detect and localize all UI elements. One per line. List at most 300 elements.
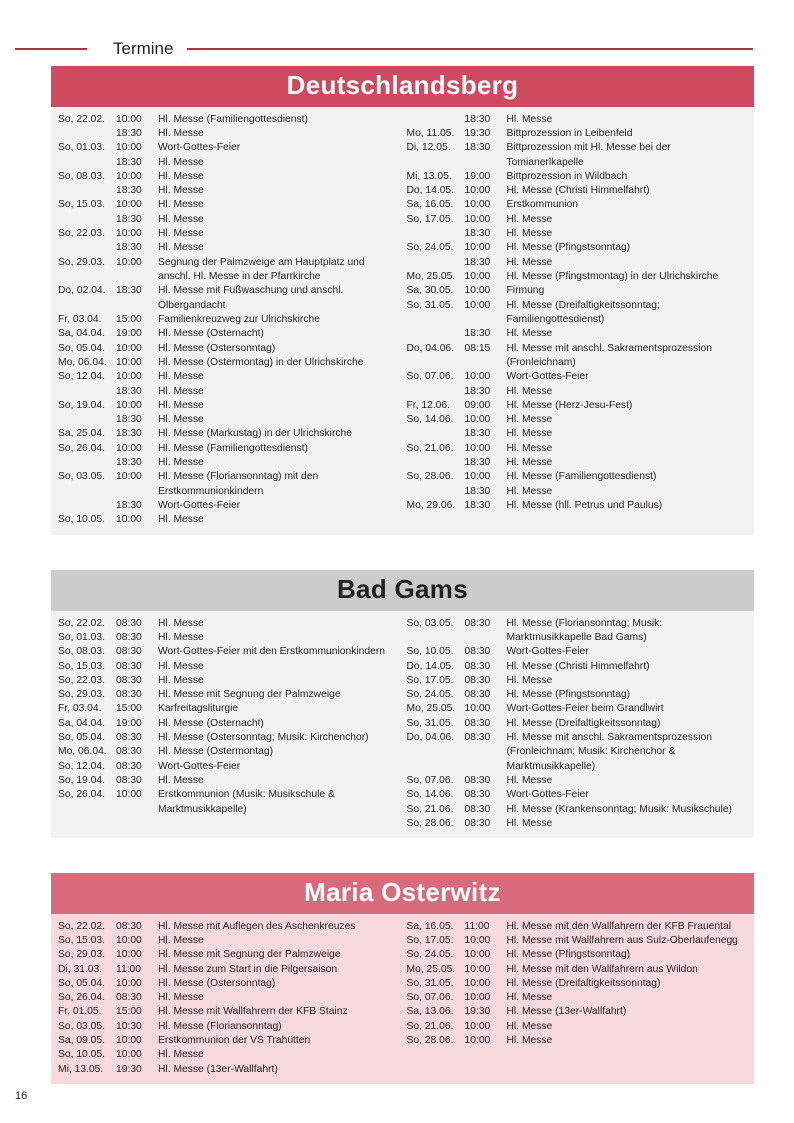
table-row <box>407 198 749 212</box>
entry-description: Hl. Messe <box>158 127 204 139</box>
table-row <box>407 413 749 427</box>
entry-description: Erstkommunion (Musik: Musikschule & Marktmusikkapelle) <box>158 789 335 815</box>
entry-date: So, 31.05. <box>406 717 454 729</box>
page-title: Termine <box>113 39 174 58</box>
entry-description: Hl. Messe (Osternacht) <box>158 328 264 340</box>
entry-date: So, 03.05. <box>406 617 454 629</box>
table-row <box>407 674 749 688</box>
entry-description: Wort-Gottes-Feier <box>506 646 589 658</box>
table-row <box>58 991 397 1005</box>
entry-description: Hl. Messe <box>506 213 553 225</box>
entry-date <box>58 156 116 170</box>
entry-date: Mi, 13.05. <box>406 170 452 182</box>
entry-date: So, 22.02. <box>58 920 105 932</box>
entry-time: 08:30 <box>116 920 142 932</box>
entry-date: So, 29.03. <box>58 689 105 701</box>
entry-description: Hl. Messe <box>158 674 204 686</box>
entry-description: Hl. Messe <box>506 385 553 397</box>
entry-description: Hl. Messe <box>158 934 204 946</box>
table-row <box>407 963 749 977</box>
entry-date: So, 22.02. <box>58 617 105 629</box>
entry-description: Hl. Messe (Familiengottesdienst) <box>506 471 657 483</box>
entry-date: Sa, 09.05. <box>58 1035 105 1047</box>
entry-date: So, 28.06. <box>406 471 454 483</box>
entry-date: Do, 04.06. <box>406 732 455 744</box>
table-row <box>58 745 397 759</box>
column-left <box>51 113 403 528</box>
entry-time: 10:00 <box>464 963 491 975</box>
entry-date <box>407 256 465 270</box>
entry-description: Hl. Messe (13er-Wallfahrt) <box>158 1063 278 1075</box>
table-row <box>407 977 749 991</box>
entry-date: Do, 02.04. <box>58 285 106 297</box>
entry-date: So, 15.03. <box>58 199 105 211</box>
entry-time: 11:00 <box>116 963 142 975</box>
entry-description: Hl. Messe (Familiengottesdienst) <box>158 442 308 454</box>
entry-description: Hl. Messe <box>158 242 204 254</box>
entry-description: Hl. Messe <box>158 414 204 426</box>
entry-time: 19:00 <box>116 717 142 729</box>
entry-date <box>58 456 116 470</box>
entry-description: Karfreitagsliturgie <box>158 703 239 715</box>
table-row <box>58 702 397 716</box>
entry-description: Hl. Messe <box>506 256 553 268</box>
table-row <box>58 385 397 399</box>
entry-date: Sa, 25.04. <box>58 428 105 440</box>
entries-table <box>407 617 749 832</box>
entry-time: 10:00 <box>116 256 142 268</box>
table-row <box>58 227 397 241</box>
entry-time: 18:30 <box>464 385 491 397</box>
table-row <box>407 399 749 413</box>
entry-date: So, 03.05. <box>58 471 105 483</box>
entries-table <box>407 113 749 514</box>
entry-description: Segnung der Palmzweige am Hauptplatz und anschl. Hl. Messe in der Pfarrkirche <box>158 256 365 283</box>
entries-table <box>58 920 397 1077</box>
entry-date <box>58 184 116 198</box>
entry-date: So, 22.02. <box>58 113 105 125</box>
table-row <box>58 470 397 499</box>
entry-description: Hl. Messe <box>158 371 204 383</box>
table-row <box>58 413 397 427</box>
entry-description: Hl. Messe <box>506 817 553 829</box>
entry-description: Hl. Messe <box>158 514 204 526</box>
table-row <box>407 342 749 371</box>
entry-description: Hl. Messe <box>506 113 553 125</box>
table-row <box>407 327 749 341</box>
table-row <box>407 270 749 284</box>
column-right <box>403 617 755 832</box>
table-row <box>58 977 397 991</box>
table-row <box>407 499 749 513</box>
table-row <box>407 241 749 255</box>
entry-time: 10:00 <box>464 992 491 1004</box>
entry-description: Hl. Messe (Christi Himmelfahrt) <box>506 185 650 197</box>
entry-time: 10:00 <box>116 399 142 411</box>
entries-table <box>58 113 397 528</box>
entry-time: 10:00 <box>116 1049 142 1061</box>
table-row <box>58 948 397 962</box>
entry-time: 18:30 <box>116 213 142 225</box>
entries-body <box>58 920 397 1077</box>
entry-time: 08:30 <box>116 617 142 629</box>
entry-time: 10:00 <box>116 170 142 182</box>
entry-time: 08:30 <box>464 803 491 815</box>
entry-description: Hl. Messe <box>158 617 204 629</box>
entry-description: Hl. Messe <box>506 485 553 497</box>
entry-date: So, 21.06. <box>406 803 454 815</box>
entry-date: So, 05.04. <box>58 977 105 989</box>
entries-body <box>58 617 397 817</box>
table-row <box>407 485 749 499</box>
table-row <box>58 113 397 127</box>
entry-description: Hl. Messe <box>158 631 204 643</box>
entry-description: Wort-Gottes-Feier mit den Erstkommunionkindern <box>158 646 385 658</box>
entry-time: 18:30 <box>464 228 491 240</box>
entry-date: So, 10.05. <box>58 1049 105 1061</box>
entry-date: So, 26.04. <box>58 789 105 801</box>
table-row <box>58 141 397 155</box>
entry-description: Hl. Messe mit den Wallfahrern der KFB Frauental <box>506 920 732 932</box>
table-row <box>407 774 749 788</box>
entry-date <box>58 213 116 227</box>
entry-time: 10:00 <box>464 703 491 715</box>
entry-description: Hl. Messe <box>506 442 553 454</box>
entry-time: 08:30 <box>464 789 491 801</box>
entry-description: Hl. Messe (Pfingstsonntag) <box>506 689 631 701</box>
entry-time: 18:30 <box>464 142 491 154</box>
page-number: 16 <box>15 1090 28 1102</box>
table-row <box>58 631 397 645</box>
entry-description: Hl. Messe <box>506 674 553 686</box>
entry-description: Hl. Messe (Ostersonntag; Musik: Kirchenchor) <box>158 732 369 744</box>
entry-time: 18:30 <box>116 127 142 139</box>
entry-description: Hl. Messe zum Start in die Pilgersaison <box>158 963 338 975</box>
entry-time: 10:00 <box>464 185 491 197</box>
page-header <box>0 34 794 64</box>
entries-table <box>407 920 749 1049</box>
table-row <box>407 456 749 470</box>
column-left <box>51 920 403 1077</box>
table-row <box>407 645 749 659</box>
entry-date: So, 29.03. <box>58 949 105 961</box>
entry-date: So, 28.06. <box>406 817 454 829</box>
entry-date: Mo, 11.05. <box>406 127 455 139</box>
entry-time: 08:15 <box>464 342 491 354</box>
entry-time: 08:30 <box>116 746 142 758</box>
table-row <box>58 198 397 212</box>
table-row <box>58 427 397 441</box>
entry-description: Hl. Messe <box>158 992 204 1004</box>
table-row <box>407 442 749 456</box>
table-row <box>407 717 749 731</box>
table-row <box>58 920 397 934</box>
entry-time: 10:00 <box>464 471 491 483</box>
entry-date: So, 15.03. <box>58 660 105 672</box>
entry-description: Hl. Messe <box>506 457 553 469</box>
entry-time: 10:00 <box>116 342 142 354</box>
table-row <box>58 241 397 255</box>
header-rule-left <box>15 48 87 50</box>
table-row <box>407 991 749 1005</box>
table-row <box>58 1020 397 1034</box>
entry-date: So, 28.06. <box>406 1035 454 1047</box>
entry-time: 18:30 <box>464 485 491 497</box>
table-row <box>407 256 749 270</box>
table-row <box>58 170 397 184</box>
entry-description: Hl. Messe <box>506 228 553 240</box>
table-row <box>58 513 397 527</box>
entry-description: Wort-Gottes-Feier <box>158 500 241 512</box>
entry-date <box>58 241 116 255</box>
column-right <box>403 113 755 528</box>
table-row <box>58 127 397 141</box>
entry-time: 10:00 <box>116 199 142 211</box>
entry-time: 08:30 <box>464 775 491 787</box>
entry-time: 19:00 <box>116 328 142 340</box>
entry-time: 10:00 <box>464 1020 491 1032</box>
section-body <box>51 107 754 535</box>
entry-description: Hl. Messe (Dreifaltigkeitssonntag; Familiengottesdienst) <box>506 299 660 325</box>
entry-description: Hl. Messe (Floriansonntag) <box>158 1020 282 1032</box>
table-row <box>58 370 397 384</box>
entry-time: 10:00 <box>116 977 142 989</box>
entry-description: Hl. Messe (13er-Wallfahrt) <box>506 1006 627 1018</box>
entry-description: Hl. Messe <box>506 428 553 440</box>
entry-description: Erstkommunion <box>506 199 579 211</box>
entry-time: 10:00 <box>116 789 142 801</box>
table-row <box>58 1048 397 1062</box>
entry-description: Hl. Messe mit anschl. Sakramentsprozession (Fronleichnam; Musik: Kirchenchor & Marktmusikkapelle) <box>506 732 712 772</box>
entry-description: Hl. Messe (Pfingstsonntag) <box>506 949 631 961</box>
entry-time: 10:00 <box>116 142 142 154</box>
entry-date: So, 12.04. <box>58 760 105 772</box>
entry-time: 10:30 <box>116 1020 142 1032</box>
entry-description: Hl. Messe (Familiengottesdienst) <box>158 113 308 125</box>
entry-date: Mo, 29.06. <box>406 500 456 512</box>
entry-time: 10:00 <box>116 949 142 961</box>
table-row <box>58 1063 397 1077</box>
entry-time: 10:00 <box>464 442 491 454</box>
entry-date <box>58 413 116 427</box>
entry-time: 18:30 <box>116 428 142 440</box>
entry-date: Sa, 16.05. <box>406 199 454 211</box>
table-row <box>58 1005 397 1019</box>
entry-time: 08:30 <box>116 760 142 772</box>
entry-date: So, 01.03. <box>58 631 105 643</box>
entry-date: So, 05.04. <box>58 342 105 354</box>
entry-time: 10:00 <box>116 371 142 383</box>
entry-time: 19:30 <box>116 1063 142 1075</box>
entry-date <box>407 113 465 127</box>
entry-date: So, 10.05. <box>58 514 105 526</box>
entry-description: Bittprozession mit Hl. Messe bei der Tomianerlkapelle <box>506 142 671 168</box>
entry-date: So, 17.05. <box>406 674 454 686</box>
entry-description: Hl. Messe <box>158 660 204 672</box>
entry-time: 08:30 <box>116 646 142 658</box>
entry-date: So, 03.05. <box>58 1020 105 1032</box>
table-row <box>58 660 397 674</box>
entry-date: Do, 14.05. <box>406 660 455 672</box>
entry-time: 18:30 <box>464 256 491 268</box>
entry-time: 10:00 <box>464 414 491 426</box>
entry-date: So, 10.05. <box>406 646 454 658</box>
entry-description: Hl. Messe (Osternacht) <box>158 717 264 729</box>
entry-description: Wort-Gottes-Feier <box>506 789 589 801</box>
entry-time: 08:30 <box>464 817 491 829</box>
entry-description: Hl. Messe <box>158 213 204 225</box>
entry-description: Erstkommunion der VS Trahütten <box>158 1035 311 1047</box>
entry-date: So, 14.06. <box>406 789 454 801</box>
table-row <box>58 731 397 745</box>
entry-date: So, 19.04. <box>58 399 105 411</box>
table-row <box>407 660 749 674</box>
entry-date <box>407 327 465 341</box>
entry-time: 08:30 <box>116 689 142 701</box>
table-row <box>407 948 749 962</box>
table-row <box>407 370 749 384</box>
entry-time: 08:30 <box>116 660 142 672</box>
entry-date: So, 31.05. <box>406 299 454 311</box>
entry-date: Do, 04.06. <box>406 342 455 354</box>
entry-time: 10:00 <box>464 271 491 283</box>
entry-description: Hl. Messe (Christi Himmelfahrt) <box>506 660 650 672</box>
entry-description: Wort-Gottes-Feier <box>506 371 589 383</box>
table-row <box>407 803 749 817</box>
entry-time: 08:30 <box>464 732 491 744</box>
entry-date: So, 24.05. <box>406 949 454 961</box>
section-maria-osterwitz <box>51 873 754 1084</box>
entry-time: 08:30 <box>464 646 491 658</box>
entry-time: 18:30 <box>116 285 142 297</box>
table-row <box>407 788 749 802</box>
entry-description: Hl. Messe <box>506 775 553 787</box>
entry-description: Hl. Messe (Floriansonntag; Musik: Marktmusikkapelle Bad Gams) <box>506 617 663 643</box>
entry-description: Hl. Messe <box>158 775 204 787</box>
entry-time: 19:30 <box>464 127 491 139</box>
entry-description: Hl. Messe <box>158 185 204 197</box>
table-row <box>407 470 749 484</box>
entry-description: Hl. Messe mit Auflegen des Aschenkreuzes <box>158 920 356 932</box>
entry-time: 10:00 <box>464 285 491 297</box>
entry-date: Mo, 25.05. <box>406 703 456 715</box>
entry-date: So, 24.05. <box>406 242 454 254</box>
table-row <box>58 156 397 170</box>
entry-date: So, 22.03. <box>58 228 105 240</box>
entry-time: 10:00 <box>116 113 142 125</box>
entry-date: Sa, 30.05. <box>406 285 454 297</box>
entry-time: 10:00 <box>116 228 142 240</box>
entry-date <box>58 385 116 399</box>
entry-description: Hl. Messe <box>158 457 204 469</box>
entry-date: Fr, 03.04. <box>58 313 102 325</box>
entry-date: Mo, 06.04. <box>58 356 107 368</box>
entry-time: 10:00 <box>464 242 491 254</box>
entry-time: 10:00 <box>464 199 491 211</box>
entry-description: Hl. Messe (Ostermontag) in der Ulrichskirche <box>158 356 364 368</box>
entry-time: 10:00 <box>464 934 491 946</box>
entry-date <box>58 127 116 141</box>
entry-description: Hl. Messe <box>158 385 204 397</box>
entry-date: So, 01.03. <box>58 142 105 154</box>
entry-description: Hl. Messe <box>158 156 204 168</box>
entry-date: Mo, 25.05. <box>406 271 456 283</box>
entry-time: 08:30 <box>464 660 491 672</box>
column-left <box>51 617 403 832</box>
entry-time: 10:00 <box>116 471 142 483</box>
entry-time: 10:00 <box>116 442 142 454</box>
entry-description: Hl. Messe (Ostersonntag) <box>158 342 276 354</box>
entry-date: So, 07.06. <box>406 371 454 383</box>
entry-time: 08:30 <box>116 732 142 744</box>
entry-time: 15:00 <box>116 703 142 715</box>
entry-description: Hl. Messe <box>158 399 204 411</box>
entries-body <box>407 617 749 832</box>
table-row <box>407 1020 749 1034</box>
table-row <box>58 356 397 370</box>
table-row <box>58 284 397 313</box>
entry-description: Hl. Messe (Ostermontag) <box>158 746 274 758</box>
entry-description: Hl. Messe (Floriansonntag) mit den Erstkommunionkindern <box>158 471 319 497</box>
table-row <box>58 963 397 977</box>
table-row <box>407 385 749 399</box>
table-row <box>58 499 397 513</box>
entry-time: 18:30 <box>464 428 491 440</box>
entry-time: 18:30 <box>116 156 142 168</box>
table-row <box>58 645 397 659</box>
entry-description: Hl. Messe (Ostersonntag) <box>158 977 276 989</box>
entry-description: Hl. Messe mit Wallfahrern der KFB Stainz <box>158 1006 348 1018</box>
entry-date <box>58 499 116 513</box>
entry-date <box>407 456 465 470</box>
entry-description: Hl. Messe (Krankensonntag; Musik: Musikschule) <box>506 803 732 815</box>
table-row <box>407 213 749 227</box>
table-row <box>58 760 397 774</box>
table-row <box>407 1005 749 1019</box>
entry-date: Sa, 13.06. <box>406 1006 454 1018</box>
table-row <box>407 817 749 831</box>
entry-date: So, 24.05. <box>406 689 454 701</box>
table-row <box>58 313 397 327</box>
entry-time: 18:30 <box>464 113 491 125</box>
table-row <box>58 256 397 285</box>
entry-description: Hl. Messe (Dreifaltigkeitssonntag) <box>506 717 661 729</box>
entry-time: 08:30 <box>116 775 142 787</box>
table-row <box>407 170 749 184</box>
table-row <box>58 774 397 788</box>
section-title: Maria Osterwitz <box>51 873 754 914</box>
section-bad-gams <box>51 570 754 838</box>
entry-date: So, 22.03. <box>58 674 105 686</box>
table-row <box>58 934 397 948</box>
entry-description: Hl. Messe <box>506 1020 553 1032</box>
entry-time: 18:30 <box>116 385 142 397</box>
entry-description: Bittprozession in Leibenfeld <box>506 127 633 139</box>
entry-time: 10:00 <box>116 1035 142 1047</box>
entry-date: Sa, 16.05. <box>406 920 454 932</box>
table-row <box>407 1034 749 1048</box>
entry-time: 18:30 <box>464 500 491 512</box>
entry-date: Mo, 25.05. <box>406 963 456 975</box>
entry-time: 18:30 <box>116 500 142 512</box>
entry-date: Fr, 12.06. <box>406 399 451 411</box>
entry-date: So, 07.06. <box>406 775 454 787</box>
entry-date: So, 17.05. <box>406 934 454 946</box>
entry-date <box>407 227 465 241</box>
table-row <box>58 456 397 470</box>
entry-description: Hl. Messe (Pfingstsonntag) <box>506 242 631 254</box>
entry-description: Firmung <box>506 285 545 297</box>
